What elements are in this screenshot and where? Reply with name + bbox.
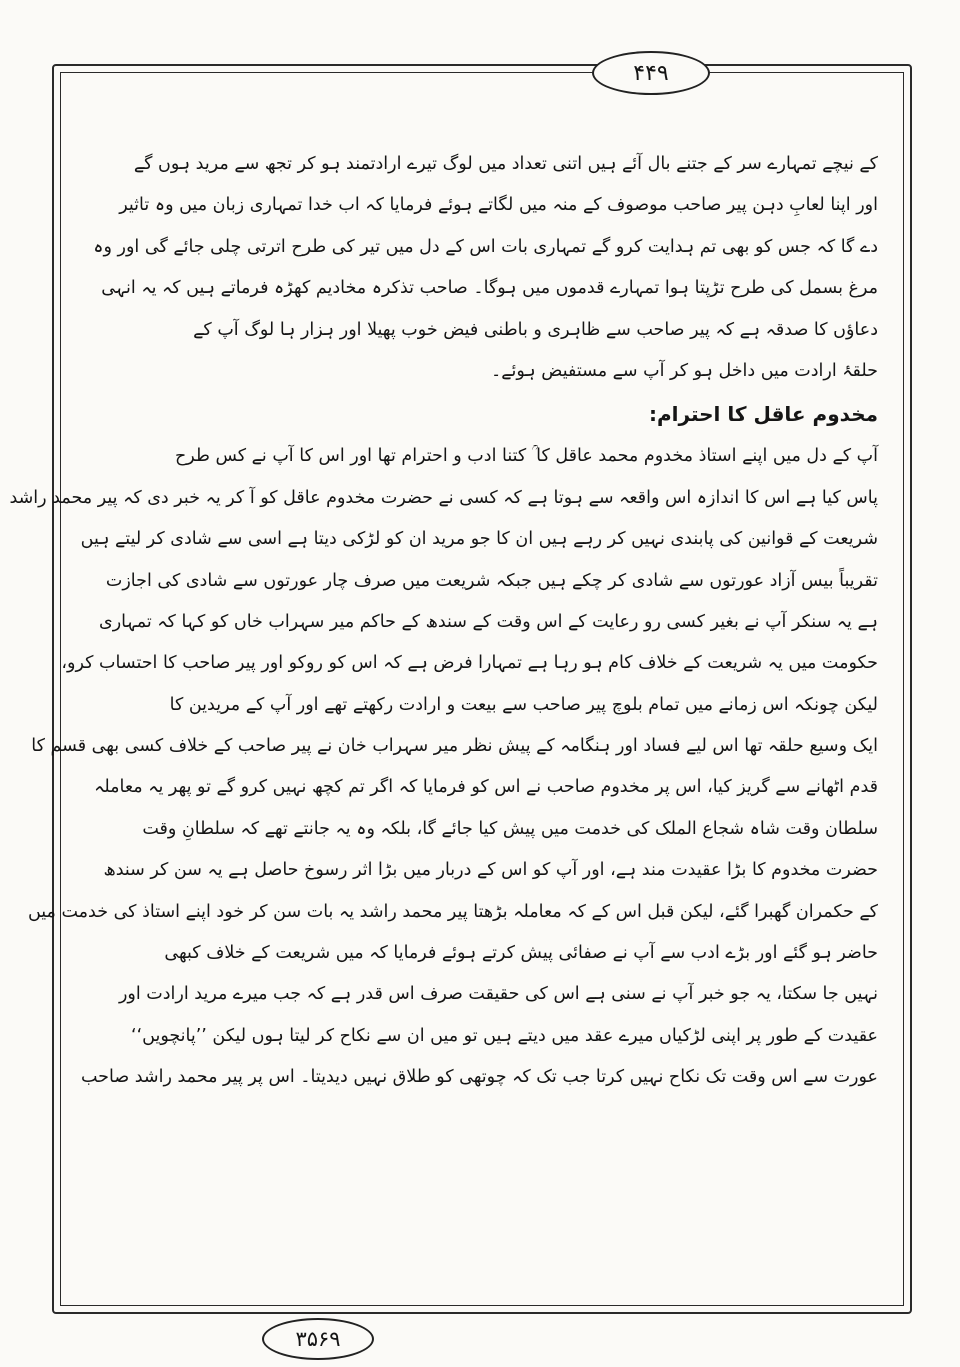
section-heading: مخدوم عاقل کا احترام: xyxy=(649,402,878,427)
text-line: عورت سے اس وقت تک نکاح نہیں کرتا جب تک کہ چوتھی کو طلاق نہیں دیدیتا۔ اس پر پیر محمد راشد صاحب xyxy=(80,1067,878,1088)
text-line: حضرت مخدوم کا بڑا عقیدت مند ہے، اور آپ کو اس کے دربار میں بڑا اثر رسوخ حاصل ہے یہ سن کر سندھ xyxy=(103,860,878,881)
text-line: قدم اٹھانے سے گریز کیا، اس پر مخدوم صاحب نے اس کو فرمایا کہ اگر تم کچھ نہیں کرو گے تو پھر یہ معاملہ xyxy=(94,777,878,798)
text-line: عقیدت کے طور پر اپنی لڑکیاں میرے عقد میں دیتے ہیں تو میں ان سے نکاح کر لیتا ہوں لیکن ’’پانچویں‘‘ xyxy=(131,1025,878,1046)
text-line: دعاؤں کا صدقہ ہے کہ پیر صاحب سے ظاہری و باطنی فیض خوب پھیلا اور ہزار ہا لوگ آپ کے xyxy=(193,319,878,340)
text-line: حلقۂ ارادت میں داخل ہو کر آپ سے مستفیض ہوئے۔ xyxy=(491,360,878,381)
text-line: کے حکمران گھبرا گئے، لیکن قبل اس کے کہ معاملہ بڑھتا پیر محمد راشد یہ بات سن کر خود اپنے استاذ کی خدمت میں xyxy=(27,901,878,922)
text-line: لیکن چونکہ اس زمانے میں تمام بلوچ پیر صاحب سے بیعت و ارادت رکھتے تھے اور آپ کے مریدین کا xyxy=(169,694,878,715)
text-line: ہے یہ سنکر آپ نے بغیر کسی رو رعایت کے اس وقت کے سندھ کے حاکم میر سہراب خاں کو کہا کہ تمہاری xyxy=(99,611,878,632)
page-number-badge xyxy=(592,51,710,95)
page-number: ۴۴۹ xyxy=(633,60,669,86)
paragraph-continuation xyxy=(93,144,878,392)
footer-number-badge xyxy=(262,1318,374,1360)
text-line: دے گا کہ جس کو بھی تم ہدایت کرو گے تمہاری بات اس کے دل میں تیر کی طرح اترتی چلی جائے گی اور وہ xyxy=(93,236,878,257)
text-line: سلطان وقت شاہ شجاع الملک کی خدمت میں پیش کیا جائے گا، بلکہ وہ یہ جانتے تھے کہ سلطانِ وقت xyxy=(142,818,878,839)
text-line: اور اپنا لعابِ دہن پیر صاحب موصوف کے منہ میں لگاتے ہوئے فرمایا کہ اب خدا تمہاری زبان میں وہ تاثیر xyxy=(119,195,878,216)
text-line: شریعت کے قوانین کی پابندی نہیں کر رہے ہیں ان کا جو مرید ان کو لڑکی دیتا ہے اسی سے شادی کر لیتے ہیں xyxy=(80,529,878,550)
text-line: مرغ بسمل کی طرح تڑپتا ہوا تمہارے قدموں میں ہوگا۔ صاحب تذکرہ مخادیم کھڑہ فرماتے ہیں کہ یہ انہی xyxy=(101,278,878,299)
text-line: کے نیچے تمہارے سر کے جتنے بال آئے ہیں اتنی تعداد میں لوگ تیرے ارادتمند ہو کر تجھ سے مرید ہوں گے xyxy=(133,154,878,174)
text-line: ایک وسیع حلقہ تھا اس لیے فساد اور ہنگامہ کے پیش نظر میر سہراب خان نے پیر صاحب کے خلاف کسی بھی قسم کا xyxy=(31,736,878,757)
text-line: حاضر ہو گئے اور بڑے ادب سے آپ نے صفائی پیش کرتے ہوئے فرمایا کہ میں شریعت کے خلاف کبھی xyxy=(164,943,878,964)
footer-page-number: ۳۵۶۹ xyxy=(295,1327,341,1351)
paragraph-main xyxy=(9,436,878,1098)
text-line: پاس کیا ہے اس کا اندازہ اس واقعہ سے ہوتا ہے کہ کسی نے حضرت مخدوم عاقل کو آ کر یہ خبر دی کہ پیر محمد راشد xyxy=(9,487,878,508)
text-line: آپ کے دل میں اپنے استاذ مخدوم محمد عاقل کا ؒ کتنا ادب و احترام تھا اور اس کا آپ نے کس طرح xyxy=(175,446,878,467)
text-line: نہیں جا سکتا، یہ جو خبر آپ نے سنی ہے اس کی حقیقت صرف اس قدر ہے کہ جب میرے مرید ارادت اور xyxy=(118,984,878,1005)
text-line: تقریباً بیس آزاد عورتوں سے شادی کر چکے ہیں جبکہ شریعت میں صرف چار عورتوں سے شادی کی اجازت xyxy=(105,570,878,591)
page-body xyxy=(9,144,878,1099)
text-line: حکومت میں یہ شریعت کے خلاف کام ہو رہا ہے تمہارا فرض ہے کہ اس کو روکو اور پیر صاحب کا احتساب کرو، xyxy=(61,653,878,674)
